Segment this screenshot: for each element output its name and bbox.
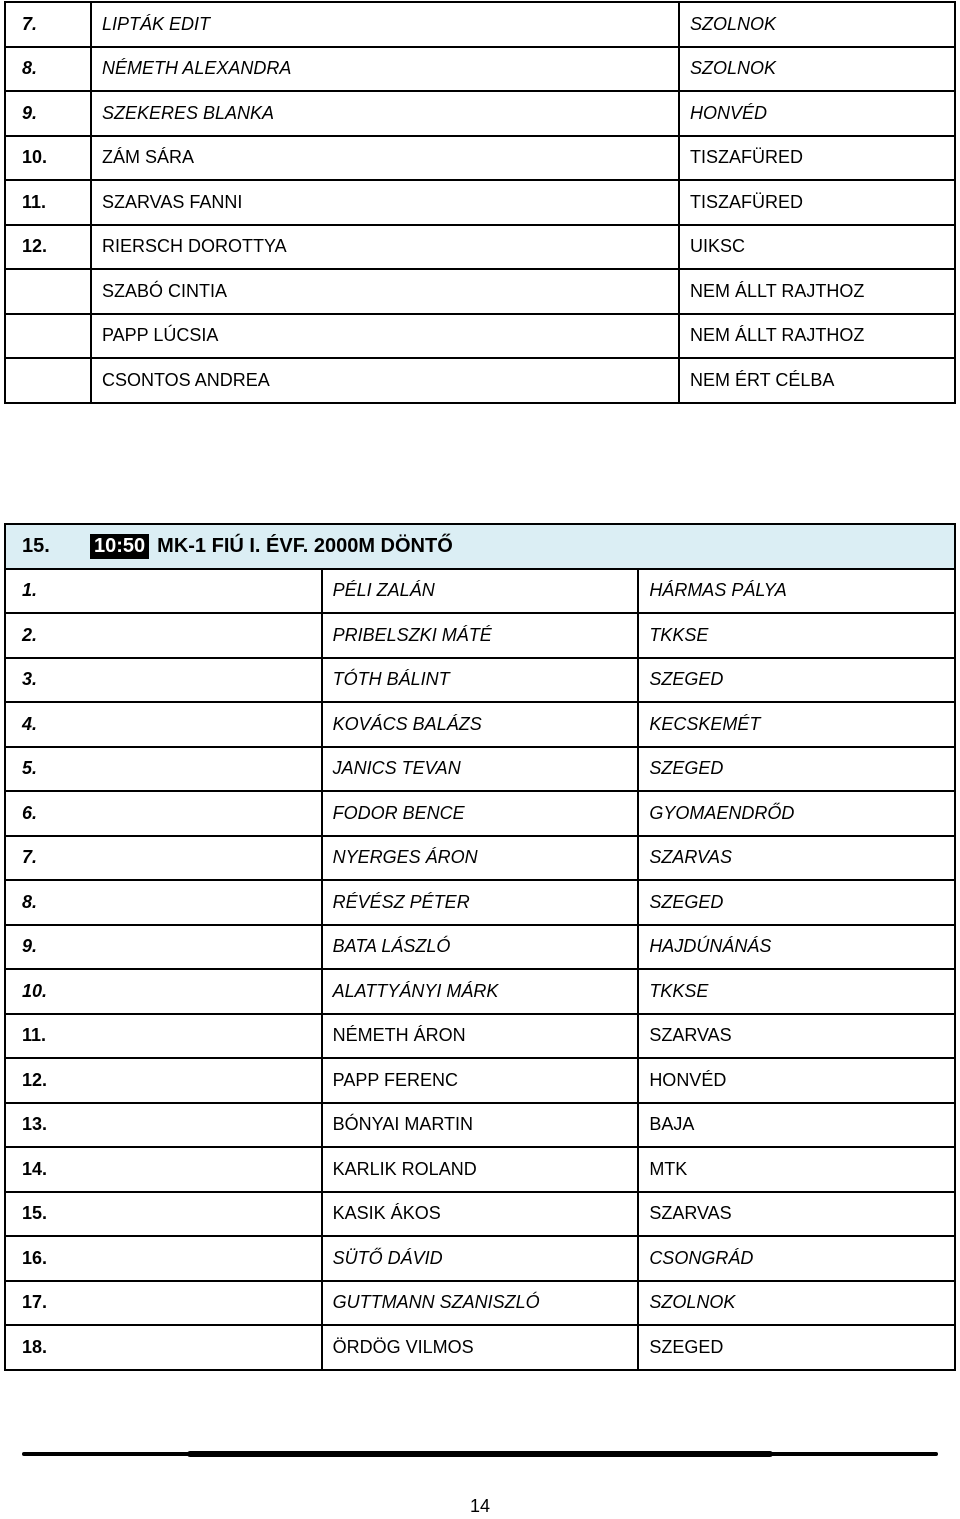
club-cell: HONVÉD [679, 91, 955, 136]
club-cell: HONVÉD [638, 1058, 955, 1103]
athlete-name-cell: JANICS TEVAN [322, 747, 639, 792]
club-cell: TISZAFÜRED [679, 136, 955, 181]
club-cell: HAJDÚNÁNÁS [638, 925, 955, 970]
results-table-race-15 [4, 523, 956, 1371]
race-heading [5, 524, 955, 569]
athlete-name-cell: SZARVAS FANNI [91, 180, 679, 225]
athlete-name-cell: TÓTH BÁLINT [322, 658, 639, 703]
athlete-name-cell: LIPTÁK EDIT [91, 2, 679, 47]
table-row [5, 836, 955, 881]
table-row [5, 1147, 955, 1192]
place-cell: 13. [5, 1103, 322, 1148]
table-row [5, 1014, 955, 1059]
page-number: 14 [469, 1496, 491, 1516]
athlete-name-cell: PAPP LÚCSIA [91, 314, 679, 359]
table-row [5, 1325, 955, 1370]
table-row [5, 702, 955, 747]
table-row [5, 1192, 955, 1237]
athlete-name-cell: ZÁM SÁRA [91, 136, 679, 181]
table-row [5, 1058, 955, 1103]
place-cell [5, 358, 91, 403]
athlete-name-cell: SÜTŐ DÁVID [322, 1236, 639, 1281]
place-cell: 2. [5, 613, 322, 658]
table-row [5, 136, 955, 181]
table-row [5, 314, 955, 359]
athlete-name-cell: SZEKERES BLANKA [91, 91, 679, 136]
place-cell: 10. [5, 136, 91, 181]
club-cell: SZARVAS [638, 1192, 955, 1237]
athlete-name-cell: BÓNYAI MARTIN [322, 1103, 639, 1148]
club-cell: HÁRMAS PÁLYA [638, 569, 955, 614]
table-row [5, 880, 955, 925]
club-cell: SZOLNOK [679, 47, 955, 92]
club-cell: TKKSE [638, 969, 955, 1014]
club-cell: SZARVAS [638, 836, 955, 881]
place-cell: 12. [5, 225, 91, 270]
table-row [5, 569, 955, 614]
athlete-name-cell: PAPP FERENC [322, 1058, 639, 1103]
club-cell: NEM ÉRT CÉLBA [679, 358, 955, 403]
table-row [5, 2, 955, 47]
place-cell: 9. [5, 91, 91, 136]
table-row [5, 358, 955, 403]
athlete-name-cell: NÉMETH ÁRON [322, 1014, 639, 1059]
place-cell: 9. [5, 925, 322, 970]
athlete-name-cell: SZABÓ CINTIA [91, 269, 679, 314]
table-row [5, 925, 955, 970]
athlete-name-cell: NYERGES ÁRON [322, 836, 639, 881]
table-row [5, 1236, 955, 1281]
table-row [5, 91, 955, 136]
place-cell: 6. [5, 791, 322, 836]
club-cell: UIKSC [679, 225, 955, 270]
table-row [5, 1103, 955, 1148]
place-cell: 12. [5, 1058, 322, 1103]
place-cell: 8. [5, 47, 91, 92]
place-cell: 14. [5, 1147, 322, 1192]
table-row [5, 269, 955, 314]
place-cell: 7. [5, 836, 322, 881]
place-cell [5, 314, 91, 359]
club-cell: KECSKEMÉT [638, 702, 955, 747]
athlete-name-cell: KARLIK ROLAND [322, 1147, 639, 1192]
race-number: 15. [22, 534, 50, 557]
place-cell: 18. [5, 1325, 322, 1370]
athlete-name-cell: RÉVÉSZ PÉTER [322, 880, 639, 925]
table-row [5, 613, 955, 658]
club-cell: TISZAFÜRED [679, 180, 955, 225]
race-heading-row [5, 524, 955, 569]
club-cell: TKKSE [638, 613, 955, 658]
club-cell: SZEGED [638, 880, 955, 925]
club-cell: SZOLNOK [638, 1281, 955, 1326]
club-cell: BAJA [638, 1103, 955, 1148]
club-cell: SZEGED [638, 747, 955, 792]
place-cell: 4. [5, 702, 322, 747]
table-row [5, 1281, 955, 1326]
table-row [5, 969, 955, 1014]
place-cell: 11. [5, 1014, 322, 1059]
club-cell: SZEGED [638, 658, 955, 703]
club-cell: SZEGED [638, 1325, 955, 1370]
athlete-name-cell: GUTTMANN SZANISZLÓ [322, 1281, 639, 1326]
club-cell: NEM ÁLLT RAJTHOZ [679, 314, 955, 359]
athlete-name-cell: PRIBELSZKI MÁTÉ [322, 613, 639, 658]
athlete-name-cell: BATA LÁSZLÓ [322, 925, 639, 970]
athlete-name-cell: ÖRDÖG VILMOS [322, 1325, 639, 1370]
table-row [5, 47, 955, 92]
club-cell: CSONGRÁD [638, 1236, 955, 1281]
place-cell: 11. [5, 180, 91, 225]
race-title: MK-1 FIÚ I. ÉVF. 2000M DÖNTŐ [157, 534, 453, 557]
table-row [5, 747, 955, 792]
footer-divider [22, 1452, 938, 1456]
place-cell: 16. [5, 1236, 322, 1281]
athlete-name-cell: NÉMETH ALEXANDRA [91, 47, 679, 92]
athlete-name-cell: CSONTOS ANDREA [91, 358, 679, 403]
place-cell: 17. [5, 1281, 322, 1326]
club-cell: GYOMAENDRŐD [638, 791, 955, 836]
club-cell: MTK [638, 1147, 955, 1192]
table-row [5, 791, 955, 836]
athlete-name-cell: KASIK ÁKOS [322, 1192, 639, 1237]
place-cell [5, 269, 91, 314]
place-cell: 1. [5, 569, 322, 614]
place-cell: 15. [5, 1192, 322, 1237]
place-cell: 8. [5, 880, 322, 925]
table-row [5, 658, 955, 703]
club-cell: SZARVAS [638, 1014, 955, 1059]
results-table-previous-race [4, 1, 956, 404]
place-cell: 5. [5, 747, 322, 792]
place-cell: 3. [5, 658, 322, 703]
table-row [5, 180, 955, 225]
place-cell: 10. [5, 969, 322, 1014]
athlete-name-cell: KOVÁCS BALÁZS [322, 702, 639, 747]
club-cell: SZOLNOK [679, 2, 955, 47]
athlete-name-cell: PÉLI ZALÁN [322, 569, 639, 614]
athlete-name-cell: ALATTYÁNYI MÁRK [322, 969, 639, 1014]
athlete-name-cell: FODOR BENCE [322, 791, 639, 836]
place-cell: 7. [5, 2, 91, 47]
athlete-name-cell: RIERSCH DOROTTYA [91, 225, 679, 270]
race-time-badge: 10:50 [90, 534, 149, 559]
club-cell: NEM ÁLLT RAJTHOZ [679, 269, 955, 314]
table-row [5, 225, 955, 270]
